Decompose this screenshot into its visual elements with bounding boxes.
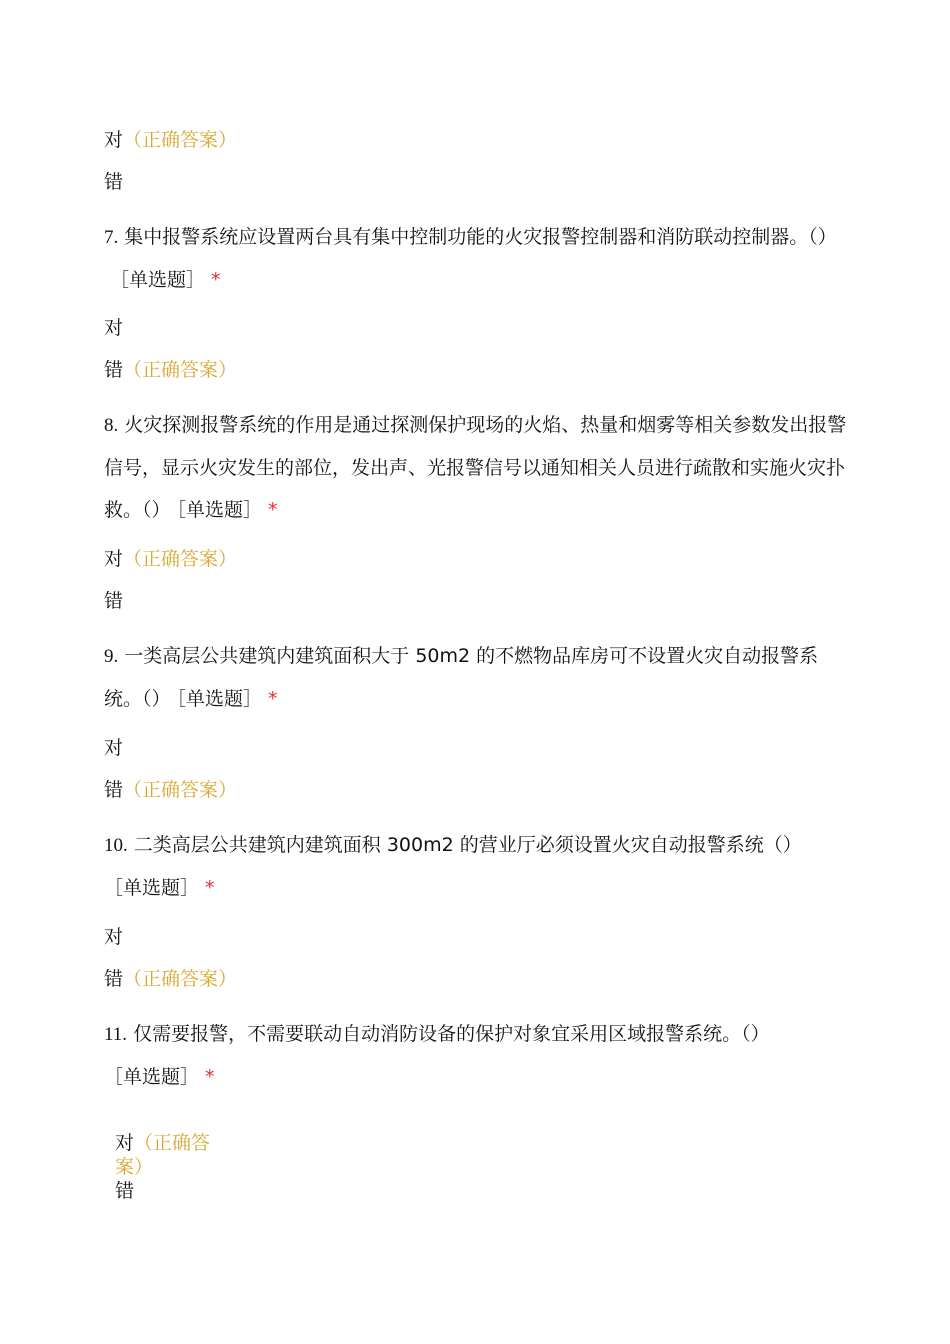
option-label: 对 [115,1132,135,1154]
option-label: 错 [104,359,124,381]
q9-option-true[interactable] [104,736,123,760]
question-number: 10. [104,835,128,856]
question-type-tag: ［单选题］ [176,499,263,521]
option-label: 对 [104,548,124,570]
question-number: 11. [104,1024,128,1045]
q11-options [115,1131,225,1203]
required-mark: * [211,269,221,291]
q10-option-false[interactable] [104,967,237,991]
question-text: 仅需要报警，不需要联动自动消防设备的保护对象宜采用区域报警系统。（） [133,1023,770,1045]
option-label: 错 [104,590,124,612]
required-mark: * [268,688,278,710]
option-label: 错 [115,1180,135,1202]
correct-answer-mark: （正确答案） [123,129,238,151]
option-label: 对 [104,317,124,339]
question-type-tag: ［单选题］ [104,1066,200,1088]
q11-option-false[interactable] [115,1179,225,1203]
correct-answer-mark: （正确答案） [123,359,238,381]
question-text: 火灾探测报警系统的作用是通过探测保护现场的火焰、热量和烟雾等相关参数发出报警信号，显示火灾发生的部位，发出声、光报警信号以通知相关人员进行疏散和实施火灾扑救。（） [104,414,847,521]
q10-option-true[interactable] [104,925,123,949]
q6-option-true[interactable] [104,128,237,152]
q8-option-true[interactable] [104,547,237,571]
option-label: 错 [104,171,124,193]
required-mark: * [205,877,215,899]
question-8 [104,404,849,531]
q8-option-false[interactable] [104,589,123,613]
correct-answer-mark: （正确答案） [123,779,238,801]
required-mark: * [205,1066,215,1088]
question-number: 7. [104,227,119,248]
q9-option-false[interactable] [104,778,237,802]
question-text: 二类高层公共建筑内建筑面积 300m2 的营业厅必须设置火灾自动报警系统（） [133,834,802,856]
q11-option-true[interactable] [115,1131,225,1179]
option-label: 对 [104,926,124,948]
q6-option-false[interactable] [104,170,123,194]
required-mark: * [268,499,278,521]
question-text: 一类高层公共建筑内建筑面积大于 50m2 的不燃物品库房可不设置火灾自动报警系统。（） [104,645,819,710]
question-type-tag: ［单选题］ [110,269,206,291]
option-label: 错 [104,968,124,990]
question-type-tag: ［单选题］ [104,877,200,899]
option-label: 对 [104,129,124,151]
question-number: 9. [104,646,119,667]
question-text: 集中报警系统应设置两台具有集中控制功能的火灾报警控制器和消防联动控制器。（） [124,226,837,248]
question-7 [104,216,849,301]
option-label: 错 [104,779,124,801]
question-11 [104,1013,849,1098]
correct-answer-mark: （正确答案） [123,968,238,990]
question-number: 8. [104,415,119,436]
q7-option-false[interactable] [104,358,237,382]
question-type-tag: ［单选题］ [176,688,263,710]
correct-answer-mark: （正确答案） [123,548,238,570]
question-9 [104,635,849,720]
option-label: 对 [104,737,124,759]
q7-option-true[interactable] [104,316,123,340]
correct-answer-mark: （正确答案） [115,1132,211,1178]
question-10 [104,824,849,909]
